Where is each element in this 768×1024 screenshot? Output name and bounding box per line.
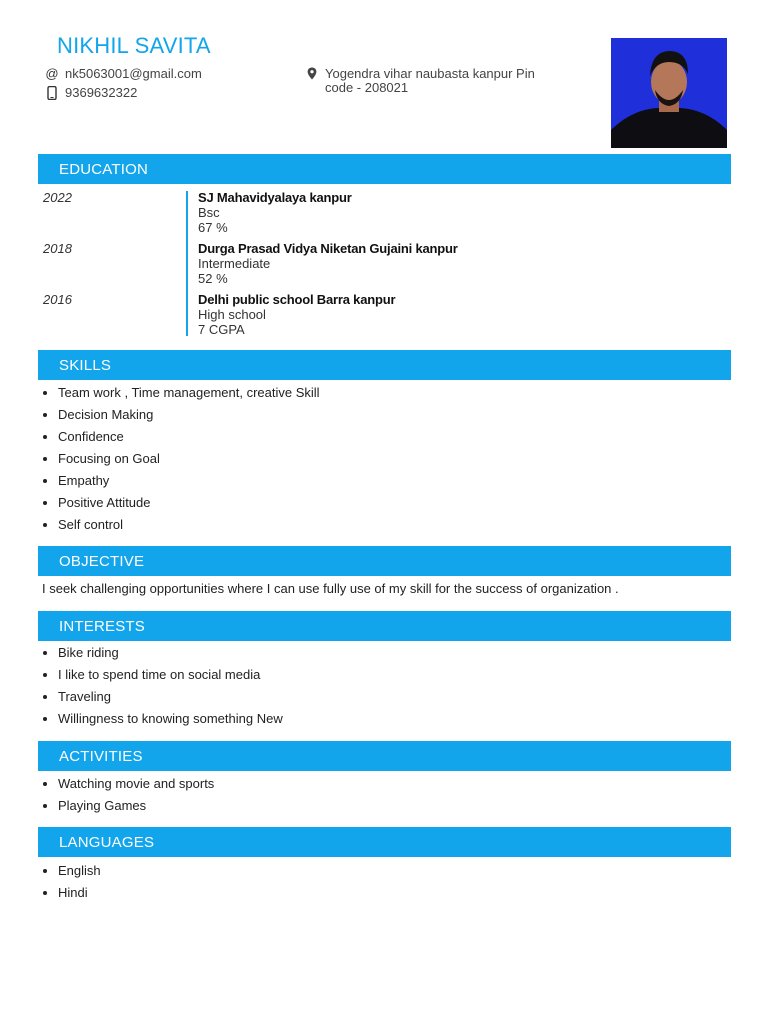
profile-photo [611, 38, 727, 148]
list-item: • English [58, 863, 101, 885]
activities-list [38, 776, 214, 820]
list-item: • Team work , Time management, creative Skill [58, 385, 320, 407]
section-title: INTERESTS [59, 618, 145, 635]
section-title: EDUCATION [59, 161, 149, 178]
education-entry [198, 190, 352, 235]
section-title: SKILLS [59, 357, 112, 374]
education-entry [198, 292, 395, 337]
education-year: 2022 [43, 190, 72, 205]
list-item: • Confidence [58, 429, 320, 451]
education-year: 2016 [43, 292, 72, 307]
email-line [44, 67, 202, 81]
list-item: • Willingness to knowing something New [58, 711, 283, 733]
section-title: LANGUAGES [59, 834, 155, 851]
list-item: • Playing Games [58, 798, 214, 820]
section-header-objective [38, 546, 731, 576]
skills-list [38, 385, 320, 539]
section-header-languages [38, 827, 731, 857]
languages-list [38, 863, 101, 907]
education-year: 2018 [43, 241, 72, 256]
degree: Intermediate [198, 256, 271, 271]
objective-text: I seek challenging opportunities where I can use fully use of my skill for the success of organization . [42, 581, 619, 596]
school-name: Durga Prasad Vidya Niketan Gujaini kanpur [198, 241, 458, 256]
degree: High school [198, 307, 266, 322]
list-item: • Positive Attitude [58, 495, 320, 517]
phone-text: 9369632322 [65, 85, 138, 100]
school-name: Delhi public school Barra kanpur [198, 292, 396, 307]
address-text: Yogendra vihar naubasta kanpur Pin code - 208021 [325, 66, 535, 95]
section-header-education [38, 154, 731, 184]
list-item: • Focusing on Goal [58, 451, 320, 473]
list-item: • Self control [58, 517, 320, 539]
list-item: • Watching movie and sports [58, 776, 214, 798]
score: 52 % [198, 271, 228, 286]
list-item: • Bike riding [58, 645, 283, 667]
list-item: • I like to spend time on social media [58, 667, 283, 689]
location-pin-icon [304, 67, 320, 83]
school-name: SJ Mahavidyalaya kanpur [198, 190, 352, 205]
score: 67 % [198, 220, 228, 235]
address-line [304, 67, 554, 95]
email-text: nk5063001@gmail.com [65, 66, 202, 81]
phone-line [44, 86, 137, 103]
degree: Bsc [198, 205, 220, 220]
list-item: • Hindi [58, 885, 101, 907]
mobile-phone-icon [44, 86, 60, 103]
education-entry [198, 241, 458, 286]
timeline-divider [186, 191, 188, 336]
list-item: • Empathy [58, 473, 320, 495]
section-title: OBJECTIVE [59, 553, 145, 570]
section-header-interests [38, 611, 731, 641]
section-title: ACTIVITIES [59, 748, 143, 765]
list-item: • Traveling [58, 689, 283, 711]
section-header-activities [38, 741, 731, 771]
interests-list [38, 645, 283, 733]
list-item: • Decision Making [58, 407, 320, 429]
score: 7 CGPA [198, 322, 245, 337]
at-icon: @ [45, 66, 59, 81]
candidate-name: NIKHIL SAVITA [57, 33, 211, 58]
section-header-skills [38, 350, 731, 380]
